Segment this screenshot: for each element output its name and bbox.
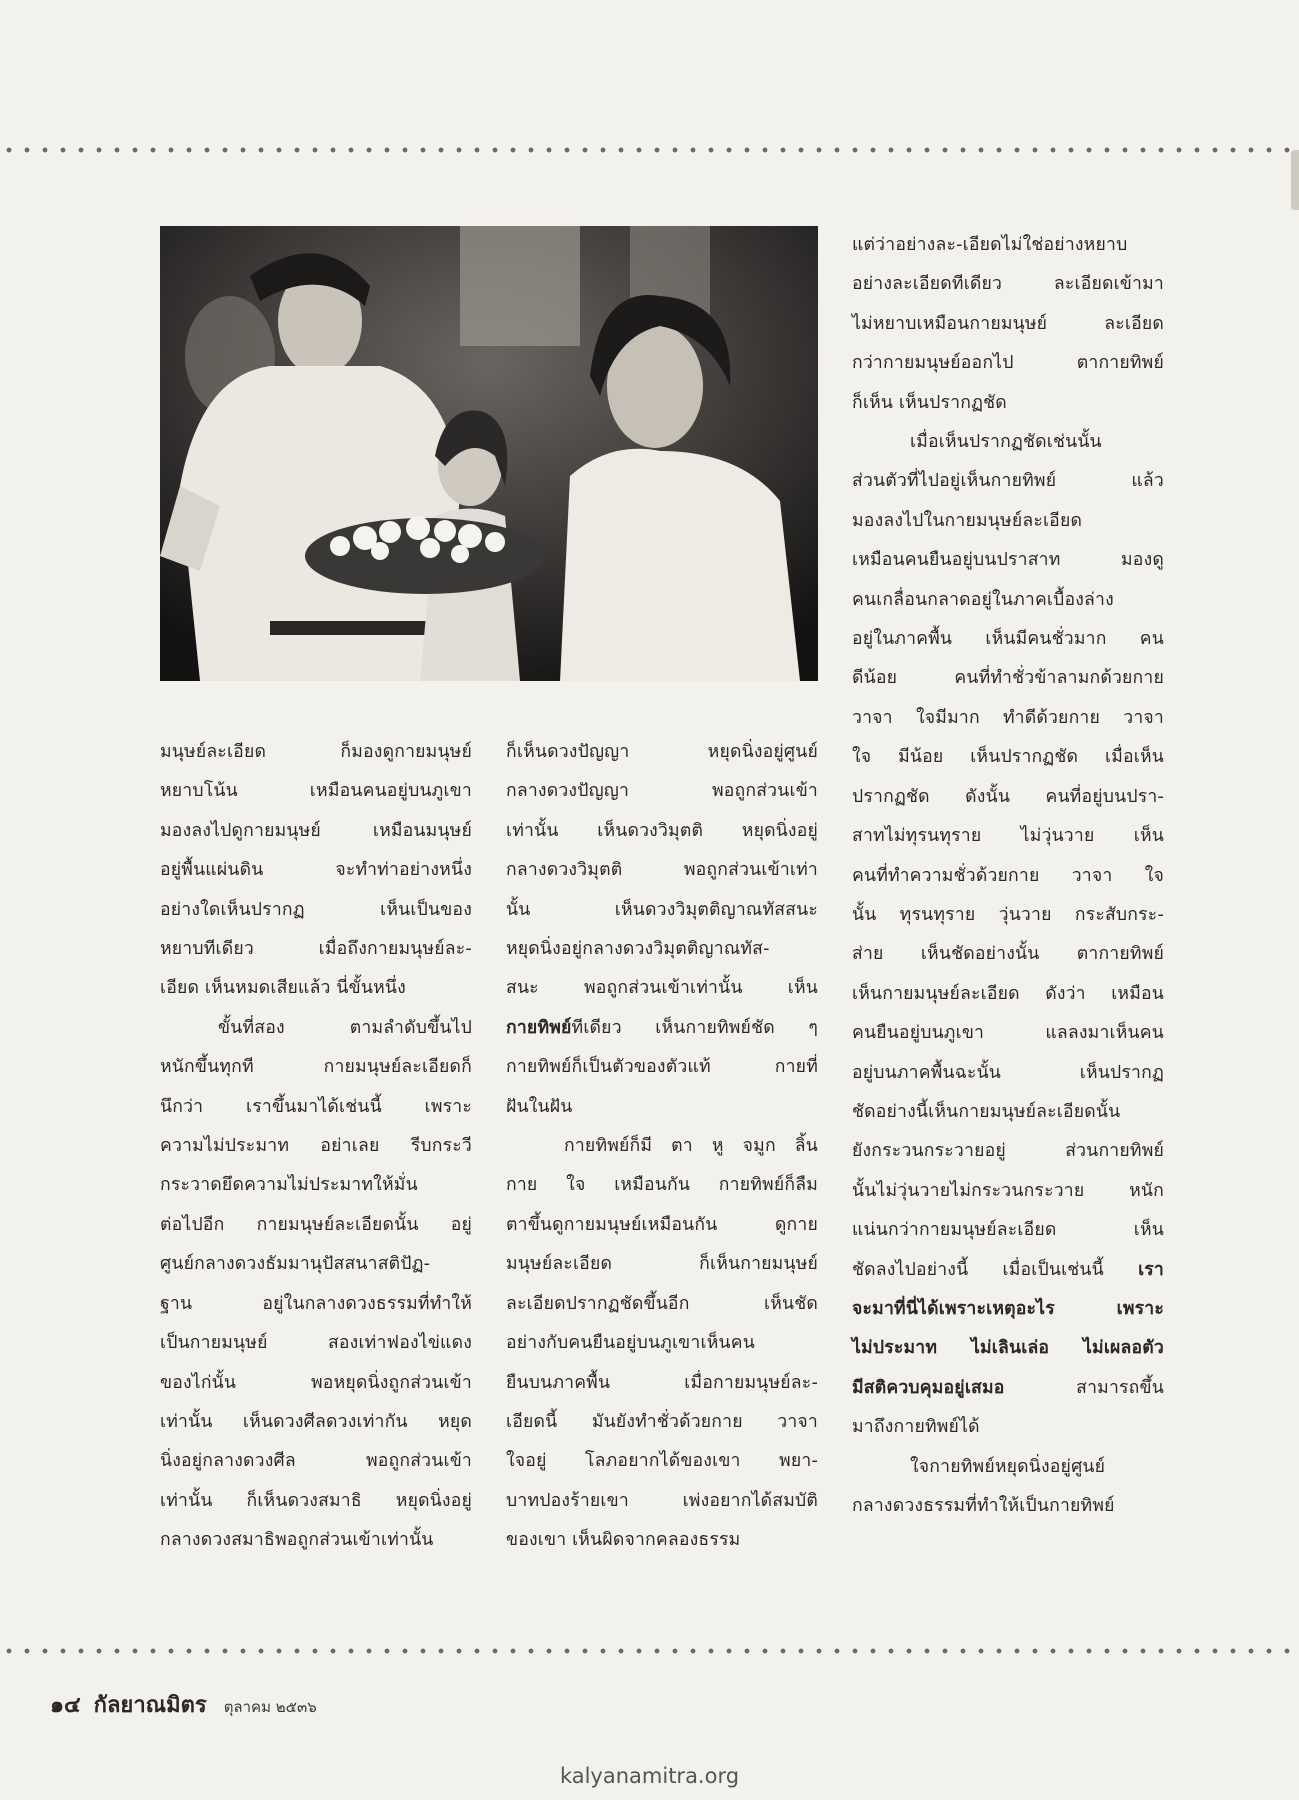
text-line: กายทิพย์ก็เป็นตัวของตัวแท้ กายที่ bbox=[506, 1057, 818, 1078]
text-line: มนุษย์ละเอียด ก็มองดูกายมนุษย์ bbox=[160, 742, 472, 762]
text-line: คนยืนอยู่บนภูเขา แลลงมาเห็นคน bbox=[852, 1023, 1164, 1044]
text-line bbox=[852, 1290, 1164, 1329]
issue-date: ตุลาคม ๒๕๓๖ bbox=[223, 1698, 317, 1716]
text-line: เห็นกายมนุษย์ละเอียด ดังว่า เหมือน bbox=[852, 983, 1164, 1004]
text-line: ขั้นที่สอง ตามลำดับขึ้นไป bbox=[218, 1017, 472, 1038]
text-line: ศูนย์กลางดวงธัมมานุปัสสนาสติปัฏ- bbox=[160, 1254, 431, 1275]
photo-family-with-flowers bbox=[160, 226, 818, 681]
text-line: แน่นกว่ากายมนุษย์ละเอียด เห็น bbox=[852, 1220, 1164, 1241]
bold-phrase: เรา bbox=[1138, 1259, 1165, 1280]
text-line: ความไม่ประมาท อย่าเลย รีบกระวี bbox=[160, 1136, 472, 1157]
text-line: วาจา ใจมีมาก ทำดีด้วยกาย วาจา bbox=[852, 707, 1164, 728]
text-line: ยืนบนภาคพื้น เมื่อกายมนุษย์ละ- bbox=[506, 1372, 818, 1393]
text-line: สนะ พอถูกส่วนเข้าเท่านั้น เห็น bbox=[506, 978, 818, 999]
bold-term: กายทิพย์ bbox=[506, 1017, 572, 1038]
text-line: กว่ากายมนุษย์ออกไป ตากายทิพย์ bbox=[852, 353, 1164, 374]
bold-phrase: ไม่ประมาท ไม่เลินเล่อ ไม่เผลอตัว bbox=[852, 1338, 1164, 1359]
page-footer bbox=[50, 1687, 317, 1722]
text-line: เอียดนี้ มันยังทำชั่วด้วยกาย วาจา bbox=[506, 1411, 818, 1432]
text-line: เอียด เห็นหมดเสียแล้ว นี่ขั้นหนึ่ง bbox=[160, 978, 406, 999]
text-line: มาถึงกายทิพย์ได้ bbox=[852, 1417, 980, 1438]
text-line: ปรากฏชัด ดังนั้น คนที่อยู่บนปรา- bbox=[852, 786, 1164, 807]
text-line: ละเอียดปรากฏชัดขึ้นอีก เห็นชัด bbox=[506, 1293, 818, 1314]
text-line: เท่านั้น ก็เห็นดวงสมาธิ หยุดนิ่งอยู่ bbox=[160, 1490, 472, 1511]
bottom-dotted-rule bbox=[0, 1647, 1299, 1655]
text-line: ของเขา เห็นผิดจากคลองธรรม bbox=[506, 1530, 741, 1551]
text-line: คนเกลื่อนกลาดอยู่ในภาคเบื้องล่าง bbox=[852, 589, 1114, 610]
text-line: คนที่ทำความชั่วด้วยกาย วาจา ใจ bbox=[852, 865, 1164, 886]
text-line-rest: ทีเดียว เห็นกายทิพย์ชัด ๆ bbox=[571, 1017, 818, 1038]
text-line-rest: สามารถขึ้น bbox=[1076, 1377, 1164, 1398]
text-line: เท่านั้น เห็นดวงศีลดวงเท่ากัน หยุด bbox=[160, 1411, 472, 1432]
text-line bbox=[852, 1329, 1164, 1368]
text-line: กลางดวงธรรมที่ทำให้เป็นกายทิพย์ bbox=[852, 1496, 1115, 1516]
text-line: หยาบโน้น เหมือนคนอยู่บนภูเขา bbox=[160, 781, 472, 802]
text-line: หยุดนิ่งอยู่กลางดวงวิมุตติญาณทัส- bbox=[506, 939, 770, 960]
magazine-name: กัลยาณมิตร bbox=[93, 1693, 207, 1718]
text-line: กาย ใจ เหมือนกัน กายทิพย์ก็ลืม bbox=[506, 1175, 818, 1196]
text-line: ส่าย เห็นชัดอย่างนั้น ตากายทิพย์ bbox=[852, 944, 1164, 965]
text-line: กลางดวงสมาธิพอถูกส่วนเข้าเท่านั้น bbox=[160, 1530, 434, 1551]
text-line bbox=[852, 1369, 1164, 1408]
text-line: ส่วนตัวที่ไปอยู่เห็นกายทิพย์ แล้ว bbox=[852, 471, 1164, 492]
bold-phrase: จะมาที่นี่ได้เพราะเหตุอะไร เพราะ bbox=[852, 1298, 1164, 1319]
photo-illustration bbox=[160, 226, 818, 681]
text-line: สาทไม่ทุรนทุราย ไม่วุ่นวาย เห็น bbox=[852, 826, 1164, 847]
text-line: นั้น ทุรนทุราย วุ่นวาย กระสับกระ- bbox=[852, 904, 1164, 925]
text-line: อยู่บนภาคพื้นฉะนั้น เห็นปรากฏ bbox=[852, 1062, 1164, 1083]
text-line: อย่างกับคนยืนอยู่บนภูเขาเห็นคน bbox=[506, 1333, 755, 1354]
text-line: หยาบทีเดียว เมื่อถึงกายมนุษย์ละ- bbox=[160, 939, 472, 960]
text-line: ต่อไปอีก กายมนุษย์ละเอียดนั้น อยู่ bbox=[160, 1214, 472, 1235]
text-line: อยู่ในภาคพื้น เห็นมีคนชั่วมาก คน bbox=[852, 629, 1164, 650]
text-line: ใจอยู่ โลภอยากได้ของเขา พยา- bbox=[506, 1451, 818, 1472]
text-line: อย่างใดเห็นปรากฏ เห็นเป็นของ bbox=[160, 899, 472, 920]
text-line: ก็เห็น เห็นปรากฏชัด bbox=[852, 392, 1007, 413]
text-line: ใจ มีน้อย เห็นปรากฏชัด เมื่อเห็น bbox=[852, 747, 1164, 768]
page-edge-mark bbox=[1291, 150, 1299, 210]
text-line: ฐาน อยู่ในกลางดวงธรรมที่ทำให้ bbox=[160, 1293, 472, 1314]
text-line: นิ่งอยู่กลางดวงศีล พอถูกส่วนเข้า bbox=[160, 1451, 472, 1472]
bold-phrase: มีสติควบคุมอยู่เสมอ bbox=[852, 1377, 1005, 1398]
text-line bbox=[506, 1009, 818, 1048]
text-line: หนักขึ้นทุกที กายมนุษย์ละเอียดก็ bbox=[160, 1057, 472, 1078]
text-line bbox=[852, 1251, 1164, 1290]
text-line: เมื่อเห็นปรากฏชัดเช่นนั้น bbox=[910, 432, 1102, 453]
site-watermark: kalyanamitra.org bbox=[559, 1764, 740, 1788]
text-line: ไม่หยาบเหมือนกายมนุษย์ ละเอียด bbox=[852, 313, 1164, 334]
text-line: นั้นไม่วุ่นวายไม่กระวนกระวาย หนัก bbox=[852, 1180, 1164, 1201]
faint-bleed-through bbox=[760, 0, 890, 120]
text-column-1 bbox=[160, 733, 472, 1561]
page-number: ๑๔ bbox=[50, 1693, 81, 1718]
text-line: มองลงไปดูกายมนุษย์ เหมือนมนุษย์ bbox=[160, 820, 472, 841]
text-line: อยู่พื้นแผ่นดิน จะทำท่าอย่างหนึ่ง bbox=[160, 860, 472, 881]
text-line: บาทปองร้ายเขา เพ่งอยากได้สมบัติ bbox=[506, 1490, 818, 1511]
text-line: ฝันในฝัน bbox=[506, 1096, 573, 1117]
text-line: มองลงไปในกายมนุษย์ละเอียด bbox=[852, 510, 1083, 531]
text-line: กลางดวงวิมุตติ พอถูกส่วนเข้าเท่า bbox=[506, 860, 818, 881]
text-line: ก็เห็นดวงปัญญา หยุดนิ่งอยู่ศูนย์ bbox=[506, 742, 818, 762]
text-line: มนุษย์ละเอียด ก็เห็นกายมนุษย์ bbox=[506, 1254, 818, 1275]
text-line: อย่างละเอียดทีเดียว ละเอียดเข้ามา bbox=[852, 274, 1164, 295]
text-line: กระวาดยึดความไม่ประมาทให้มั่น bbox=[160, 1175, 418, 1196]
text-line: ชัดอย่างนี้เห็นกายมนุษย์ละเอียดนั้น bbox=[852, 1101, 1121, 1122]
text-line: นึกว่า เราขึ้นมาได้เช่นนี้ เพราะ bbox=[160, 1096, 472, 1117]
text-line: เหมือนคนยืนอยู่บนปราสาท มองดู bbox=[852, 550, 1164, 571]
text-column-3 bbox=[852, 226, 1164, 1526]
text-line: เป็นกายมนุษย์ สองเท่าฟองไข่แดง bbox=[160, 1333, 472, 1354]
text-line: ใจกายทิพย์หยุดนิ่งอยู่ศูนย์ bbox=[910, 1456, 1106, 1477]
text-line: ยังกระวนกระวายอยู่ ส่วนกายทิพย์ bbox=[852, 1141, 1164, 1162]
text-line: ของไก่นั้น พอหยุดนิ่งถูกส่วนเข้า bbox=[160, 1372, 472, 1393]
text-line: นั้น เห็นดวงวิมุตติญาณทัสสนะ bbox=[506, 899, 818, 920]
text-line: กลางดวงปัญญา พอถูกส่วนเข้า bbox=[506, 781, 818, 802]
top-dotted-rule bbox=[0, 146, 1299, 154]
text-line: ดีน้อย คนที่ทำชั่วข้าลามกด้วยกาย bbox=[852, 668, 1164, 689]
text-line: แต่ว่าอย่างละ-เอียดไม่ใช่อย่างหยาบ bbox=[852, 235, 1128, 255]
text-line-start: ชัดลงไปอย่างนี้ เมื่อเป็นเช่นนี้ bbox=[852, 1259, 1104, 1280]
text-line: เท่านั้น เห็นดวงวิมุตติ หยุดนิ่งอยู่ bbox=[506, 820, 818, 841]
text-line: ตาขึ้นดูกายมนุษย์เหมือนกัน ดูกาย bbox=[506, 1214, 818, 1235]
text-column-2 bbox=[506, 733, 818, 1561]
text-line: กายทิพย์ก็มี ตา หู จมูก ลิ้น bbox=[564, 1136, 818, 1157]
